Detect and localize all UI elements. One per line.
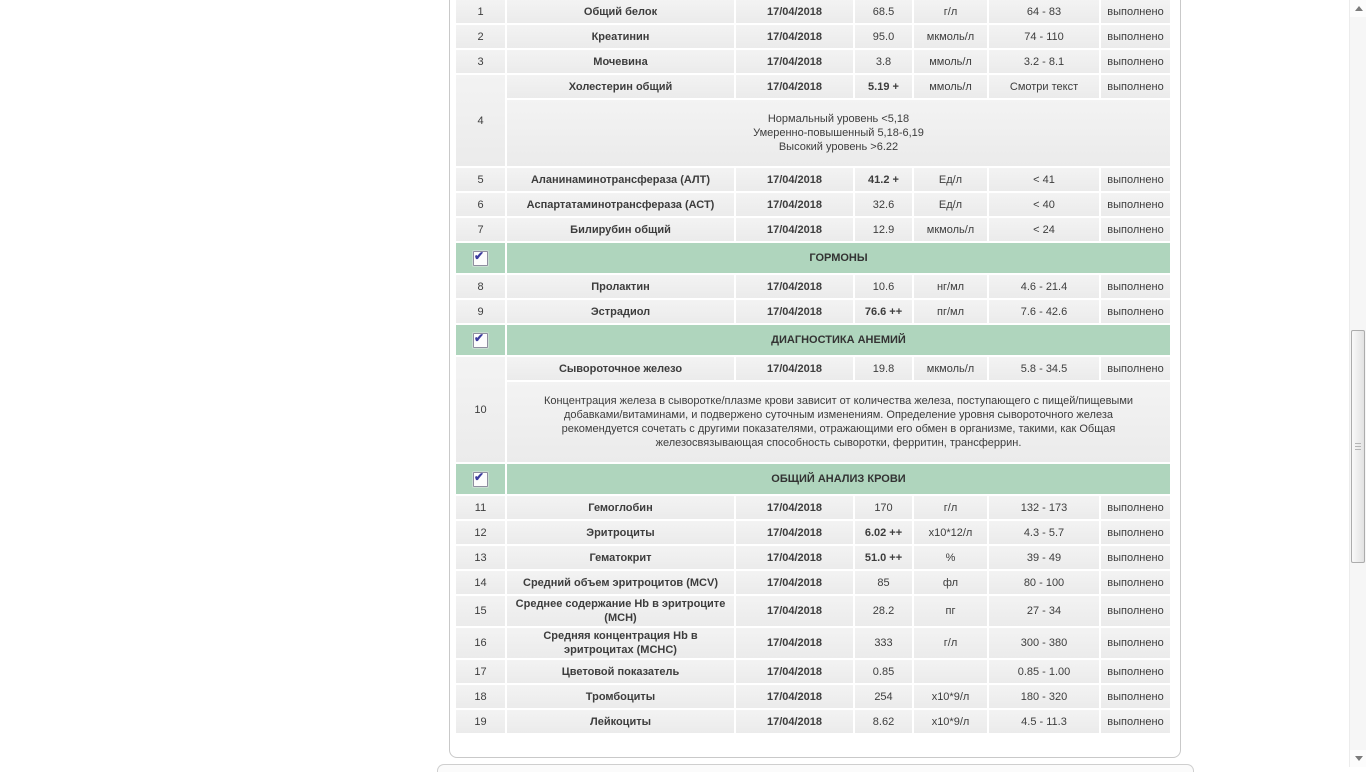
test-name: Гемоглобин [507,496,734,519]
test-result: 10.6 [855,275,912,298]
status-label: выполнено [1101,357,1170,380]
test-name: Средний объем эритроцитов (MCV) [507,571,734,594]
note-text-line: Нормальный уровень <5,18 [767,113,910,125]
test-result: 41.2 + [855,168,912,191]
reference-range: 64 - 83 [989,0,1099,23]
row-number: 11 [456,496,505,519]
reference-range: 7.6 - 42.6 [989,300,1099,323]
section-checkbox-cell [456,464,505,494]
test-result: 170 [855,496,912,519]
test-unit: нг/мл [914,275,987,298]
test-unit: мкмоль/л [914,357,987,380]
table-row [456,357,1170,380]
test-unit: Ед/л [914,168,987,191]
test-date: 17/04/2018 [736,546,853,569]
test-name: Эстрадиол [507,300,734,323]
test-name: Средняя концентрация Hb в эритроцитах (МСНС) [507,628,734,658]
test-result: 6.02 ++ [855,521,912,544]
test-result: 12.9 [855,218,912,241]
table-row [456,496,1170,519]
section-title: ДИАГНОСТИКА АНЕМИЙ [507,325,1170,355]
reference-range: 39 - 49 [989,546,1099,569]
row-number: 8 [456,275,505,298]
row-number: 3 [456,50,505,73]
test-date: 17/04/2018 [736,218,853,241]
test-unit: г/л [914,496,987,519]
test-unit: х10*9/л [914,710,987,733]
test-unit [914,660,987,683]
test-unit: ммоль/л [914,75,987,98]
test-result: 3.8 [855,50,912,73]
test-date: 17/04/2018 [736,628,853,658]
status-label: выполнено [1101,75,1170,98]
test-name: Сывороточное железо [507,357,734,380]
test-result: 51.0 ++ [855,546,912,569]
test-name: Аланинаминотрансфераза (АЛТ) [507,168,734,191]
test-unit: % [914,546,987,569]
row-number: 12 [456,521,505,544]
status-label: выполнено [1101,496,1170,519]
table-row [456,596,1170,626]
reference-range: < 41 [989,168,1099,191]
status-label: выполнено [1101,275,1170,298]
test-result: 5.19 + [855,75,912,98]
scroll-down-button[interactable] [1350,750,1366,767]
test-unit: х10*12/л [914,521,987,544]
test-date: 17/04/2018 [736,660,853,683]
reference-range: 27 - 34 [989,596,1099,626]
section-checkbox-cell [456,325,505,355]
reference-range: 80 - 100 [989,571,1099,594]
test-result: 85 [855,571,912,594]
test-date: 17/04/2018 [736,193,853,216]
section-header-row [456,325,1170,355]
row-number: 16 [456,628,505,658]
status-label: выполнено [1101,218,1170,241]
scroll-up-icon [1355,6,1363,11]
table-row [456,300,1170,323]
test-unit: х10*9/л [914,685,987,708]
test-date: 17/04/2018 [736,357,853,380]
next-panel-top-edge [437,764,1194,772]
section-header-row [456,464,1170,494]
test-name: Пролактин [507,275,734,298]
status-label: выполнено [1101,660,1170,683]
reference-range: < 24 [989,218,1099,241]
status-label: выполнено [1101,0,1170,23]
vertical-scrollbar[interactable] [1349,0,1366,767]
test-name: Аспартатаминотрансфераза (АСТ) [507,193,734,216]
note-text-line: Умеренно-повышенный 5,18-6,19 [753,127,924,139]
table-row [456,685,1170,708]
test-unit: мкмоль/л [914,25,987,48]
test-result: 254 [855,685,912,708]
test-unit: мкмоль/л [914,218,987,241]
reference-range: 3.2 - 8.1 [989,50,1099,73]
test-result: 76.6 ++ [855,300,912,323]
table-row [456,50,1170,73]
section-checkbox[interactable] [473,330,488,348]
test-unit: ммоль/л [914,50,987,73]
test-name: Лейкоциты [507,710,734,733]
table-row [456,628,1170,658]
reference-range: 5.8 - 34.5 [989,357,1099,380]
note-text-line: Высокий уровень >6.22 [778,141,899,153]
test-unit: г/л [914,0,987,23]
note-row [456,100,1170,166]
table-row [456,25,1170,48]
reference-range: 4.3 - 5.7 [989,521,1099,544]
row-number: 1 [456,0,505,23]
row-number: 13 [456,546,505,569]
test-note [507,100,1170,166]
row-number: 19 [456,710,505,733]
section-checkbox[interactable] [473,469,488,487]
reference-range: 132 - 173 [989,496,1099,519]
test-date: 17/04/2018 [736,75,853,98]
row-number: 17 [456,660,505,683]
reference-range: 74 - 110 [989,25,1099,48]
reference-range: 300 - 380 [989,628,1099,658]
reference-range: 4.6 - 21.4 [989,275,1099,298]
status-label: выполнено [1101,300,1170,323]
test-date: 17/04/2018 [736,25,853,48]
row-number: 14 [456,571,505,594]
checkmark-icon: ✔ [474,469,485,484]
test-name: Тромбоциты [507,685,734,708]
reference-range: 180 - 320 [989,685,1099,708]
row-number: 4 [456,75,505,166]
row-number: 7 [456,218,505,241]
test-date: 17/04/2018 [736,710,853,733]
test-date: 17/04/2018 [736,300,853,323]
reference-range: < 40 [989,193,1099,216]
test-result: 8.62 [855,710,912,733]
section-header-row [456,243,1170,273]
test-name: Холестерин общий [507,75,734,98]
row-number: 6 [456,193,505,216]
table-row [456,218,1170,241]
table-row [456,521,1170,544]
table-row [456,710,1170,733]
status-label: выполнено [1101,546,1170,569]
test-result: 333 [855,628,912,658]
row-number: 2 [456,25,505,48]
row-number: 18 [456,685,505,708]
lab-results-table [454,0,1172,735]
table-row [456,546,1170,569]
status-label: выполнено [1101,685,1170,708]
scroll-up-button[interactable] [1350,0,1366,17]
table-row [456,193,1170,216]
test-date: 17/04/2018 [736,50,853,73]
reference-range: 4.5 - 11.3 [989,710,1099,733]
test-unit: г/л [914,628,987,658]
test-result: 95.0 [855,25,912,48]
status-label: выполнено [1101,628,1170,658]
checkmark-icon: ✔ [474,248,485,263]
test-date: 17/04/2018 [736,0,853,23]
note-text-line: Концентрация железа в сыворотке/плазме крови зависит от количества железа, поступающего с пищей/пищевыми добавками/витаминами, и подвержено суточным изменениям. Определение уровня сывороточного железа рекомендуется сочетать с другими показателями, отражающими его обмен в организме, такими, как Общая железосвязывающая способность сыворотки, ферритин, трансферрин. [543,395,1134,449]
section-title: ГОРМОНЫ [507,243,1170,273]
test-date: 17/04/2018 [736,521,853,544]
reference-range: Смотри текст [989,75,1099,98]
table-row [456,275,1170,298]
section-title: ОБЩИЙ АНАЛИЗ КРОВИ [507,464,1170,494]
test-name: Цветовой показатель [507,660,734,683]
status-label: выполнено [1101,571,1170,594]
scrollbar-grip-icon [1355,443,1361,451]
table-row [456,0,1170,23]
test-result: 32.6 [855,193,912,216]
status-label: выполнено [1101,710,1170,733]
note-row [456,382,1170,462]
test-name: Билирубин общий [507,218,734,241]
row-number: 9 [456,300,505,323]
test-name: Креатинин [507,25,734,48]
row-number: 5 [456,168,505,191]
status-label: выполнено [1101,168,1170,191]
section-checkbox-cell [456,243,505,273]
table-row [456,571,1170,594]
test-note [507,382,1170,462]
section-checkbox[interactable] [473,248,488,266]
test-result: 28.2 [855,596,912,626]
test-result: 68.5 [855,0,912,23]
test-date: 17/04/2018 [736,168,853,191]
test-name: Общий белок [507,0,734,23]
test-unit: фл [914,571,987,594]
status-label: выполнено [1101,25,1170,48]
scroll-down-icon [1355,756,1363,761]
test-date: 17/04/2018 [736,596,853,626]
test-name: Гематокрит [507,546,734,569]
test-result: 0.85 [855,660,912,683]
test-unit: пг/мл [914,300,987,323]
test-unit: пг [914,596,987,626]
scrollbar-thumb[interactable] [1351,330,1365,563]
test-result: 19.8 [855,357,912,380]
test-date: 17/04/2018 [736,496,853,519]
test-date: 17/04/2018 [736,571,853,594]
test-unit: Ед/л [914,193,987,216]
test-name: Среднее содержание Hb в эритроците (МСН) [507,596,734,626]
test-name: Эритроциты [507,521,734,544]
test-name: Мочевина [507,50,734,73]
table-row [456,660,1170,683]
test-date: 17/04/2018 [736,685,853,708]
row-number: 10 [456,357,505,462]
reference-range: 0.85 - 1.00 [989,660,1099,683]
table-row [456,168,1170,191]
table-row [456,75,1170,98]
row-number: 15 [456,596,505,626]
test-date: 17/04/2018 [736,275,853,298]
status-label: выполнено [1101,50,1170,73]
status-label: выполнено [1101,193,1170,216]
status-label: выполнено [1101,521,1170,544]
results-panel [449,0,1181,758]
checkmark-icon: ✔ [474,330,485,345]
status-label: выполнено [1101,596,1170,626]
